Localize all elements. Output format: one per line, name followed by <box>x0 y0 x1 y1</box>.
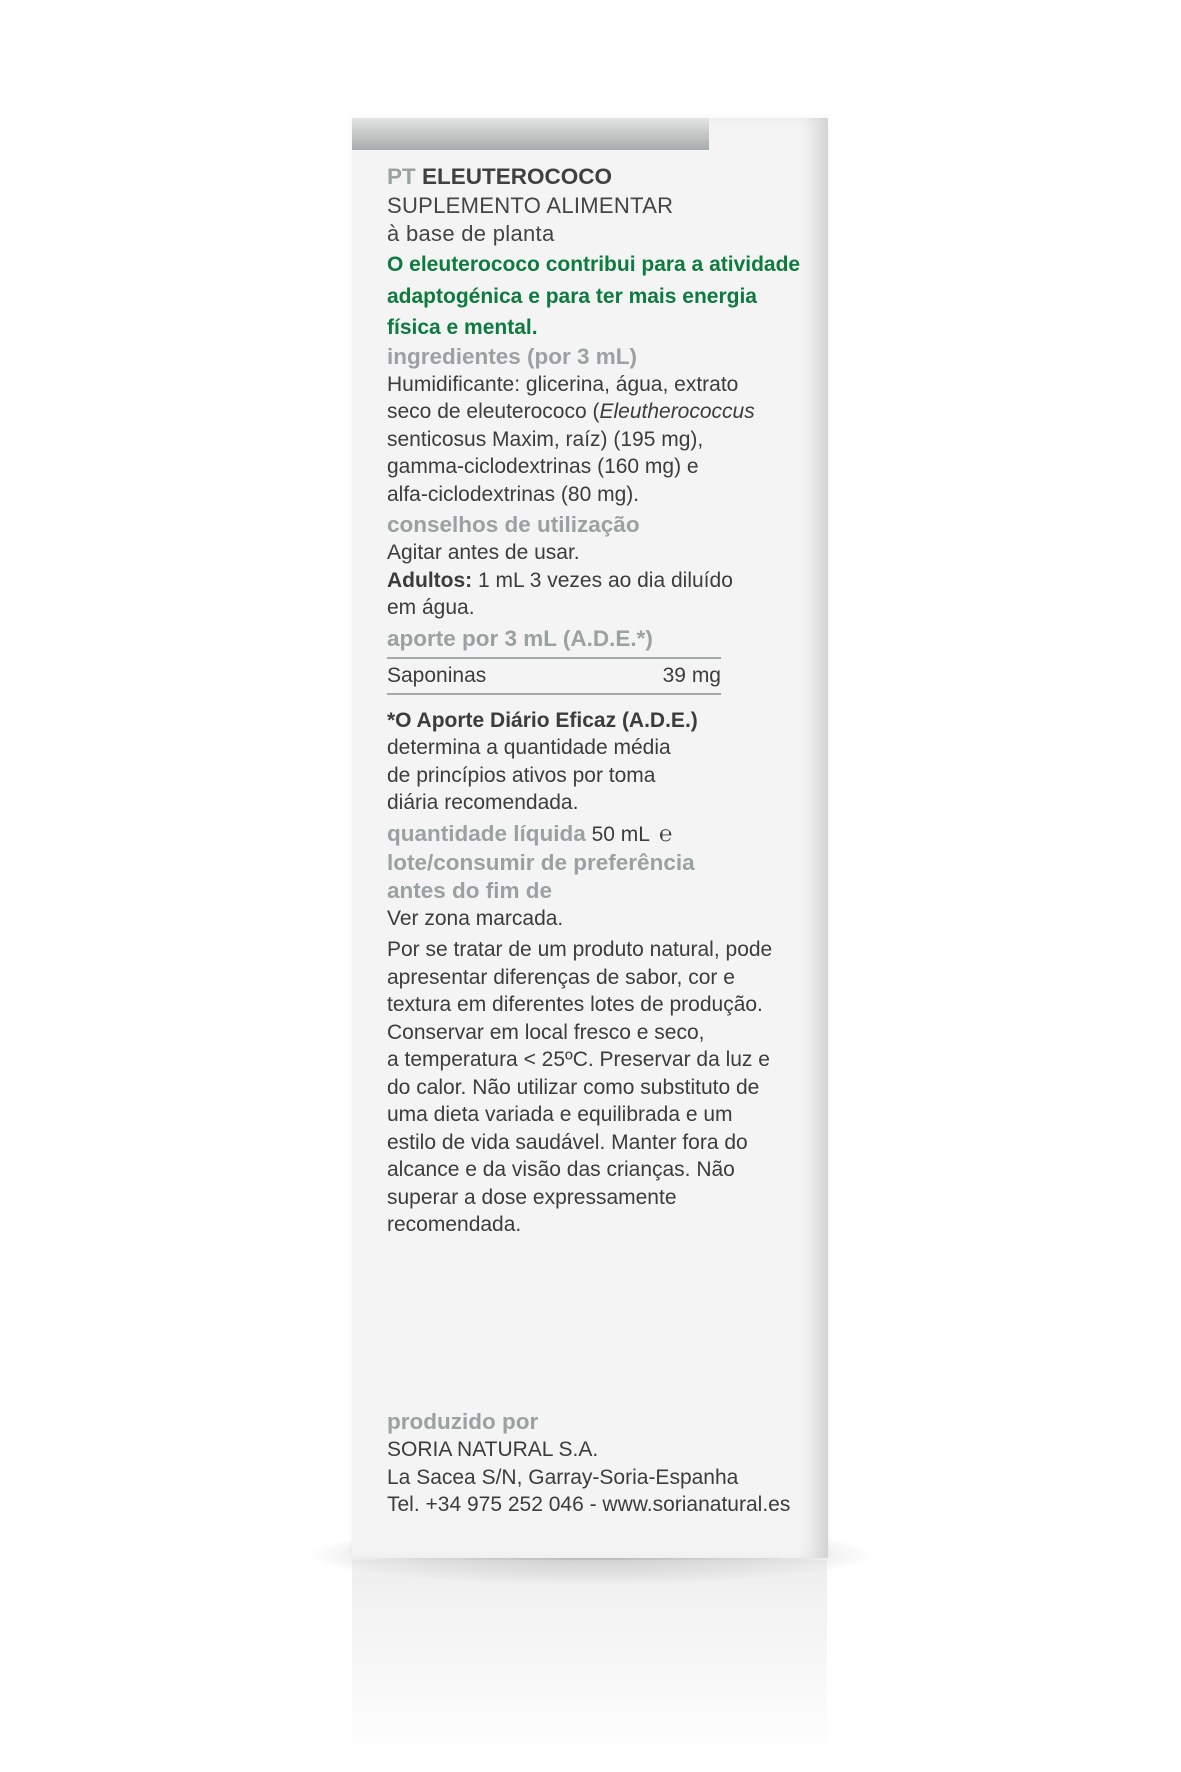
ade-note-line: de princípios ativos por toma <box>387 763 656 787</box>
producer-block <box>387 1408 817 1519</box>
intake-heading: aporte por 3 mL (A.D.E.*) <box>387 625 653 651</box>
producer-address: La Sacea S/N, Garray-Soria-Espanha <box>387 1465 739 1489</box>
producer-heading: produzido por <box>387 1409 539 1434</box>
warning-line: do calor. Não utilizar como substituto de <box>387 1075 760 1099</box>
product-name: ELEUTEROCOCO <box>422 164 613 189</box>
adults-dosage: 1 mL 3 vezes ao dia diluído <box>472 568 733 592</box>
usage-line: Agitar antes de usar. <box>387 541 580 564</box>
warning-line: alcance e da visão das crianças. Não <box>387 1158 735 1181</box>
warning-line: Conservar em local fresco e seco, <box>387 1020 705 1044</box>
box-top-band <box>352 118 709 150</box>
ingredients-line: Humidificante: glicerina, água, extrato <box>387 372 739 396</box>
estimated-sign-icon: ℮ <box>659 820 673 846</box>
language-code: PT <box>387 164 416 189</box>
ingredients-line: gamma-ciclodextrinas (160 mg) e <box>387 455 699 478</box>
usage-line <box>387 567 807 595</box>
intake-table-row <box>387 657 721 695</box>
intake-amount: 39 mg <box>662 663 721 687</box>
health-claim-line: adaptogénica e para ter mais energia <box>387 284 757 308</box>
usage-line: em água. <box>387 596 475 619</box>
ingredients-text: seco de eleuterococo ( <box>387 400 600 423</box>
warning-line: superar a dose expressamente <box>387 1185 677 1209</box>
usage-heading: conselhos de utilização <box>387 512 640 537</box>
warning-line: apresentar diferenças de sabor, cor e <box>387 965 735 989</box>
lot-heading: lote/consumir de preferência <box>387 849 695 875</box>
net-quantity-value: 50 mL <box>591 822 650 846</box>
adults-label: Adultos: <box>387 568 473 592</box>
box-reflection <box>352 1560 827 1760</box>
ingredients-heading: ingredientes (por 3 mL) <box>387 343 638 369</box>
product-box-side-panel <box>352 118 828 1558</box>
product-subtitle-line: à base de planta <box>387 221 555 246</box>
health-claim-line: física e mental. <box>387 316 538 339</box>
producer-contact: Tel. +34 975 252 046 - www.sorianatural.es <box>387 1493 791 1516</box>
ingredients-line: alfa-ciclodextrinas (80 mg). <box>387 482 640 506</box>
label-content <box>387 162 807 1239</box>
producer-company: SORIA NATURAL S.A. <box>387 1438 599 1461</box>
ingredients-line <box>387 398 807 426</box>
ingredients-latin-name: Eleutherococcus <box>599 400 755 423</box>
net-quantity <box>387 820 807 849</box>
ade-note-title: *O Aporte Diário Eficaz (A.D.E.) <box>387 708 698 732</box>
net-quantity-heading: quantidade líquida <box>387 820 586 846</box>
warning-line: Por se tratar de um produto natural, pode <box>387 938 773 961</box>
warning-line: recomendada. <box>387 1213 522 1236</box>
ade-note-line: diária recomendada. <box>387 791 579 814</box>
lot-heading: antes do fim de <box>387 877 553 903</box>
product-subtitle-line: SUPLEMENTO ALIMENTAR <box>387 193 674 218</box>
health-claim-line: O eleuterococo contribui para a atividade <box>387 253 801 276</box>
warning-line: textura em diferentes lotes de produção. <box>387 993 763 1016</box>
ade-note-line: determina a quantidade média <box>387 736 671 759</box>
ingredients-line: senticosus Maxim, raíz) (195 mg), <box>387 427 704 451</box>
lot-text: Ver zona marcada. <box>387 906 564 930</box>
warning-line: estilo de vida saudável. Manter fora do <box>387 1130 748 1154</box>
intake-substance: Saponinas <box>387 663 487 687</box>
warning-line: uma dieta variada e equilibrada e um <box>387 1103 733 1126</box>
product-title <box>387 162 807 192</box>
warning-line: a temperatura < 25ºC. Preservar da luz e <box>387 1048 770 1071</box>
